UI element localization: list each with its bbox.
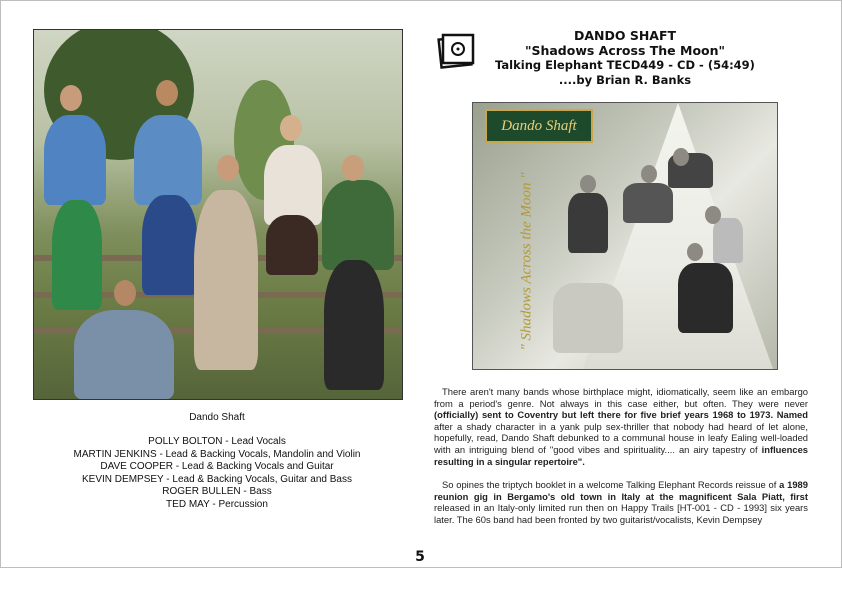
review-text: So opines the triptych booklet in a welcome Talking Elephant Records reissue of	[442, 479, 780, 491]
figure-head	[687, 243, 703, 261]
band-figure	[678, 263, 733, 333]
figure-head	[673, 148, 689, 166]
review-text: after a shady character in a yank pulp sex-thriller that nobody had heard of let alone, hopefully, read, Dando Shaft debunked to a communal house in leafy Ealing well-loaded with an intriguing blend of "good vibes and spirituality.... an airy tapestry of	[434, 420, 808, 455]
band-figure	[568, 193, 608, 253]
person-shirt	[44, 115, 106, 205]
person-trousers	[266, 215, 318, 275]
band-credits	[33, 436, 401, 512]
person-trousers	[52, 200, 102, 310]
review-text: released in an Italy-only limited run then on Happy Trails [HT-001 - CD - 1993] six years later. The 60s band had been fronted by two guitarist/vocalists, Kevin Dempsey	[434, 502, 808, 525]
review-paragraph	[434, 386, 808, 467]
person-head	[280, 115, 302, 141]
band-photo	[33, 29, 403, 400]
cd-icon	[437, 33, 475, 69]
person-dress	[194, 190, 258, 370]
album-title: "Shadows Across The Moon"	[524, 43, 726, 58]
person-shirt	[134, 115, 202, 205]
person-trousers	[324, 260, 384, 390]
review-body	[434, 386, 808, 538]
photo-caption: Dando Shaft	[189, 412, 245, 423]
person-head	[156, 80, 178, 106]
cover-vertical-title: " Shadows Across the Moon "	[518, 172, 535, 351]
credit-line: MARTIN JENKINS - Lead & Backing Vocals, Mandolin and Violin	[73, 448, 361, 460]
review-header	[490, 28, 760, 88]
credit-line: KEVIN DEMPSEY - Lead & Backing Vocals, Guitar and Bass	[82, 473, 352, 485]
band-figure	[713, 218, 743, 263]
person-head	[114, 280, 136, 306]
review-text-bold: (officially) sent to Coventry but left there for five brief years 1968 to 1973. Named	[434, 409, 808, 421]
figure-head	[705, 206, 721, 224]
credit-line: DAVE COOPER - Lead & Backing Vocals and Guitar	[100, 461, 334, 473]
band-figure-legs	[553, 283, 623, 353]
person-seated	[74, 310, 174, 400]
release-info: Talking Elephant TECD449 - CD - (54:49)	[495, 58, 755, 72]
review-text: There aren't many bands whose birthplace might, idiomatically, seem like an embargo from a period's genre. Not always in this case either, but often. They were never	[434, 386, 808, 409]
figure-head	[580, 175, 596, 193]
person-shirt	[264, 145, 322, 225]
person-trousers	[142, 195, 197, 295]
band-figure	[623, 183, 673, 223]
page-number: 5	[415, 549, 425, 565]
byline: ....by Brian R. Banks	[558, 73, 692, 87]
album-cover	[472, 102, 778, 370]
person-head	[342, 155, 364, 181]
credit-line: ROGER BULLEN - Bass	[162, 486, 272, 498]
review-text-bold: influences resulting in a singular repertoire".	[434, 443, 808, 467]
review-paragraph	[434, 479, 808, 525]
credit-line: TED MAY - Percussion	[166, 498, 268, 510]
credit-line: POLLY BOLTON - Lead Vocals	[148, 436, 286, 447]
person-head	[60, 85, 82, 111]
review-text-bold: a 1989 reunion gig in Bergamo's old town in Italy at the magnificent Sala Piatt, first	[434, 479, 808, 502]
person-cardigan	[322, 180, 394, 270]
band-name: DANDO SHAFT	[573, 28, 677, 43]
cover-label: Dando Shaft	[485, 109, 593, 143]
person-head	[217, 155, 239, 181]
figure-head	[641, 165, 657, 183]
